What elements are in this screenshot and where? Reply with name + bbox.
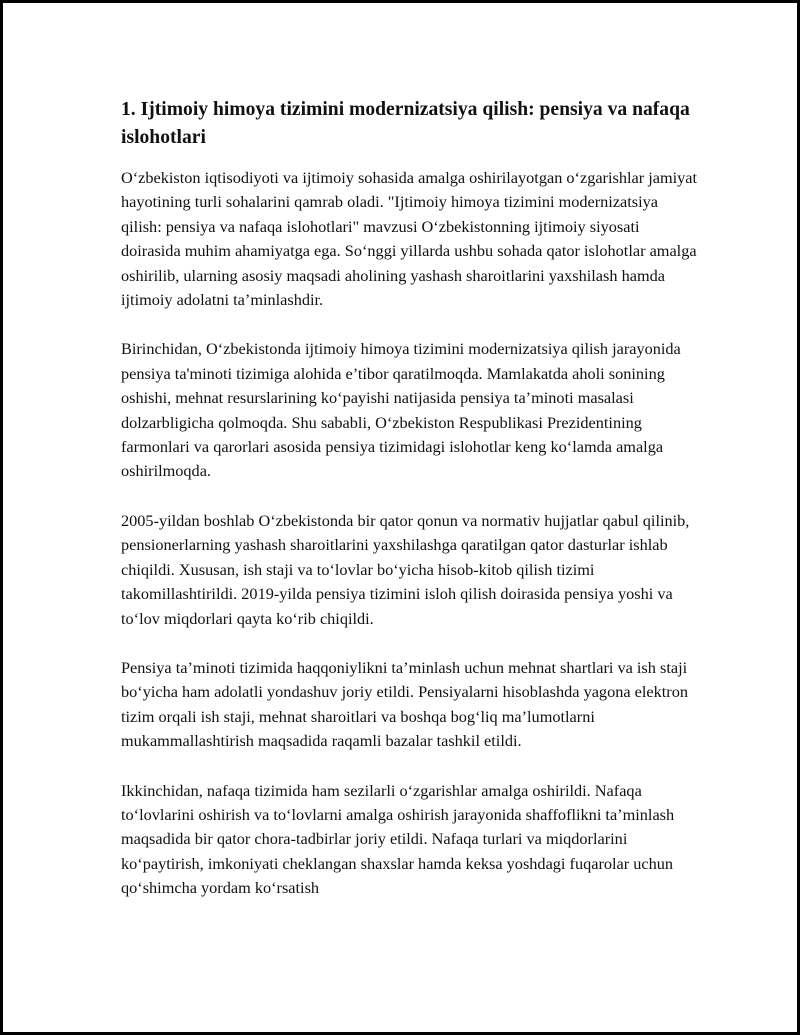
paragraph-pension-focus: Birinchidan, O‘zbekistonda ijtimoiy himoya tizimini modernizatsiya qilish jarayonida pensiya ta'minoti tizimiga alohida e’tibor qaratilmoqda. Mamlakatda aholi sonining oshishi, mehnat resurslarining ko‘payishi natijasida pensiya ta’minoti masalasi dolzarbligicha qolmoqda. Shu sababli, O‘zbekiston Respublikasi Prezidentining farmonlari va qarorlari asosida pensiya tizimidagi islohotlar keng ko‘lamda amalga oshirilmoqda. [121,339,681,481]
paragraph-fairness-digital: Pensiya ta’minoti tizimida haqqoniylikni ta’minlash uchun mehnat shartlari va ish staji bo‘yicha ham adolatli yondashuv joriy etildi. Pensiyalarni hisoblashda yagona elektron tizim orqali ish staji, mehnat sharoitlari va boshqa bog‘liq ma’lumotlarni mukammallashtirish maqsadida raqamli bazalar tashkil etildi. [121,657,688,751]
paragraph-2005-reforms: 2005-yildan boshlab O‘zbekistonda bir qator qonun va normativ hujjatlar qabul qilinib, pensionerlarning yashash sharoitlarini yaxshilashga qaratilgan qator dasturlar ishlab chiqildi. Xususan, ish staji va to‘lovlar bo‘yicha hisob-kitob qilish tizimi takomillashtirildi. 2019-yilda pensiya tizimini isloh qilish doirasida pensiya yoshi va to‘lov miqdorlari qayta ko‘rib chiqildi. [121,510,690,628]
section-heading: 1. Ijtimoiy himoya tizimini modernizatsiya qilish: pensiya va nafaqa islohotlari [121,99,690,148]
paragraph-intro: O‘zbekiston iqtisodiyoti va ijtimoiy sohasida amalga oshirilayotgan o‘zgarishlar jamiyat hayotining turli sohalarini qamrab oladi. "Ijtimoiy himoya tizimini modernizatsiya qilish: pensiya va nafaqa islohotlari" mavzusi O‘zbekistonning ijtimoiy siyosati doirasida muhim ahamiyatga ega. So‘nggi yillarda ushbu sohada qator islohotlar amalga oshirilib, ularning asosiy maqsadi aholining yashash sharoitlarini yaxshilash hamda ijtimoiy adolatni ta’minlashdir. [121,168,698,310]
paragraph-allowance-reforms: Ikkinchidan, nafaqa tizimida ham sezilarli o‘zgarishlar amalga oshirildi. Nafaqa to‘lovlarini oshirish va to‘lovlarni amalga oshirish jarayonida shaffoflikni ta’minlash maqsadida bir qator chora-tadbirlar joriy etildi. Nafaqa turlari va miqdorlarini ko‘paytirish, imkoniyati cheklangan shaxslar hamda keksa yoshdagi fuqarolar uchun qo‘shimcha yordam ko‘rsatish [121,780,675,898]
document-body [121,96,701,926]
